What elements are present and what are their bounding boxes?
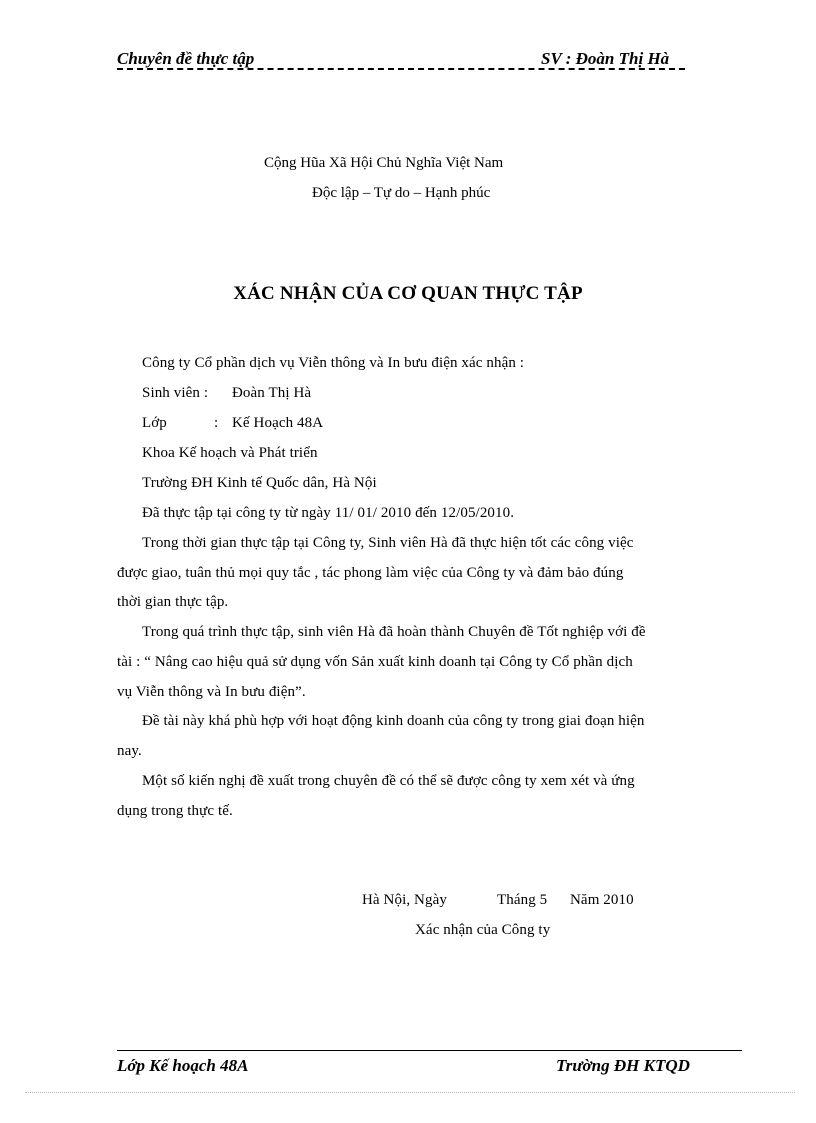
- paragraph-4-line-2: dụng trong thực tế.: [117, 803, 233, 819]
- document-title: XÁC NHẬN CỦA CƠ QUAN THỰC TẬP: [233, 283, 583, 304]
- intro-line: Công ty Cổ phần dịch vụ Viễn thông và In bưu điện xác nhận :: [142, 355, 525, 371]
- class-value: Kế Hoạch 48A: [232, 415, 324, 431]
- paragraph-2-line-3: vụ Viễn thông và In bưu điện”.: [117, 684, 306, 700]
- period-line: Đã thực tập tại công ty từ ngày 11/ 01/ 2010 đến 12/05/2010.: [142, 505, 515, 521]
- signature-confirm: Xác nhận của Công ty: [415, 922, 551, 938]
- signature-year: Năm 2010: [570, 892, 634, 908]
- paragraph-3-line-1: Đề tài này khá phù hợp với hoạt động kinh doanh của công ty trong giai đoạn hiện: [142, 713, 645, 729]
- paragraph-1-line-1: Trong thời gian thực tập tại Công ty, Sinh viên Hà đã thực hiện tốt các công việc: [142, 535, 634, 551]
- header-right-text: SV : Đoàn Thị Hà: [541, 49, 670, 68]
- paragraph-4-line-1: Một số kiến nghị đề xuất trong chuyên đề có thể sẽ được công ty xem xét và ứng: [142, 773, 635, 789]
- student-label: Sinh viên :: [142, 385, 209, 401]
- signature-date-place: Hà Nội, Ngày: [362, 892, 447, 908]
- footer-divider: [117, 1050, 742, 1051]
- paragraph-3-line-2: nay.: [117, 743, 142, 759]
- paragraph-1-line-3: thời gian thực tập.: [117, 594, 229, 610]
- footer-left-text: Lớp Kế hoạch 48A: [117, 1056, 249, 1075]
- header-left-text: Chuyên đề thực tập: [117, 49, 255, 68]
- class-label: Lớp: [142, 415, 167, 431]
- footer-right-text: Trường ĐH KTQD: [556, 1056, 690, 1075]
- university-line: Trường ĐH Kinh tế Quốc dân, Hà Nội: [142, 475, 377, 491]
- faculty-line: Khoa Kế hoạch và Phát triển: [142, 445, 318, 461]
- paragraph-2-line-2: tài : “ Nâng cao hiệu quả sử dụng vốn Sản xuất kinh doanh tại Công ty Cổ phần dịch: [117, 654, 633, 670]
- paragraph-2-line-1: Trong quá trình thực tập, sinh viên Hà đã hoàn thành Chuyên đề Tốt nghiệp với đề: [142, 624, 646, 640]
- page-bottom-edge: [25, 1092, 795, 1093]
- national-title: Cộng Hũa Xã Hội Chủ Nghĩa Việt Nam: [264, 155, 504, 171]
- signature-month: Tháng 5: [497, 892, 548, 908]
- national-motto: Độc lập – Tự do – Hạnh phúc: [312, 185, 491, 201]
- paragraph-1-line-2: được giao, tuân thủ mọi quy tắc , tác phong làm việc của Công ty và đảm bảo đúng: [117, 565, 624, 581]
- student-value: Đoàn Thị Hà: [232, 385, 312, 401]
- header-divider: [117, 68, 685, 70]
- class-colon: :: [214, 415, 219, 431]
